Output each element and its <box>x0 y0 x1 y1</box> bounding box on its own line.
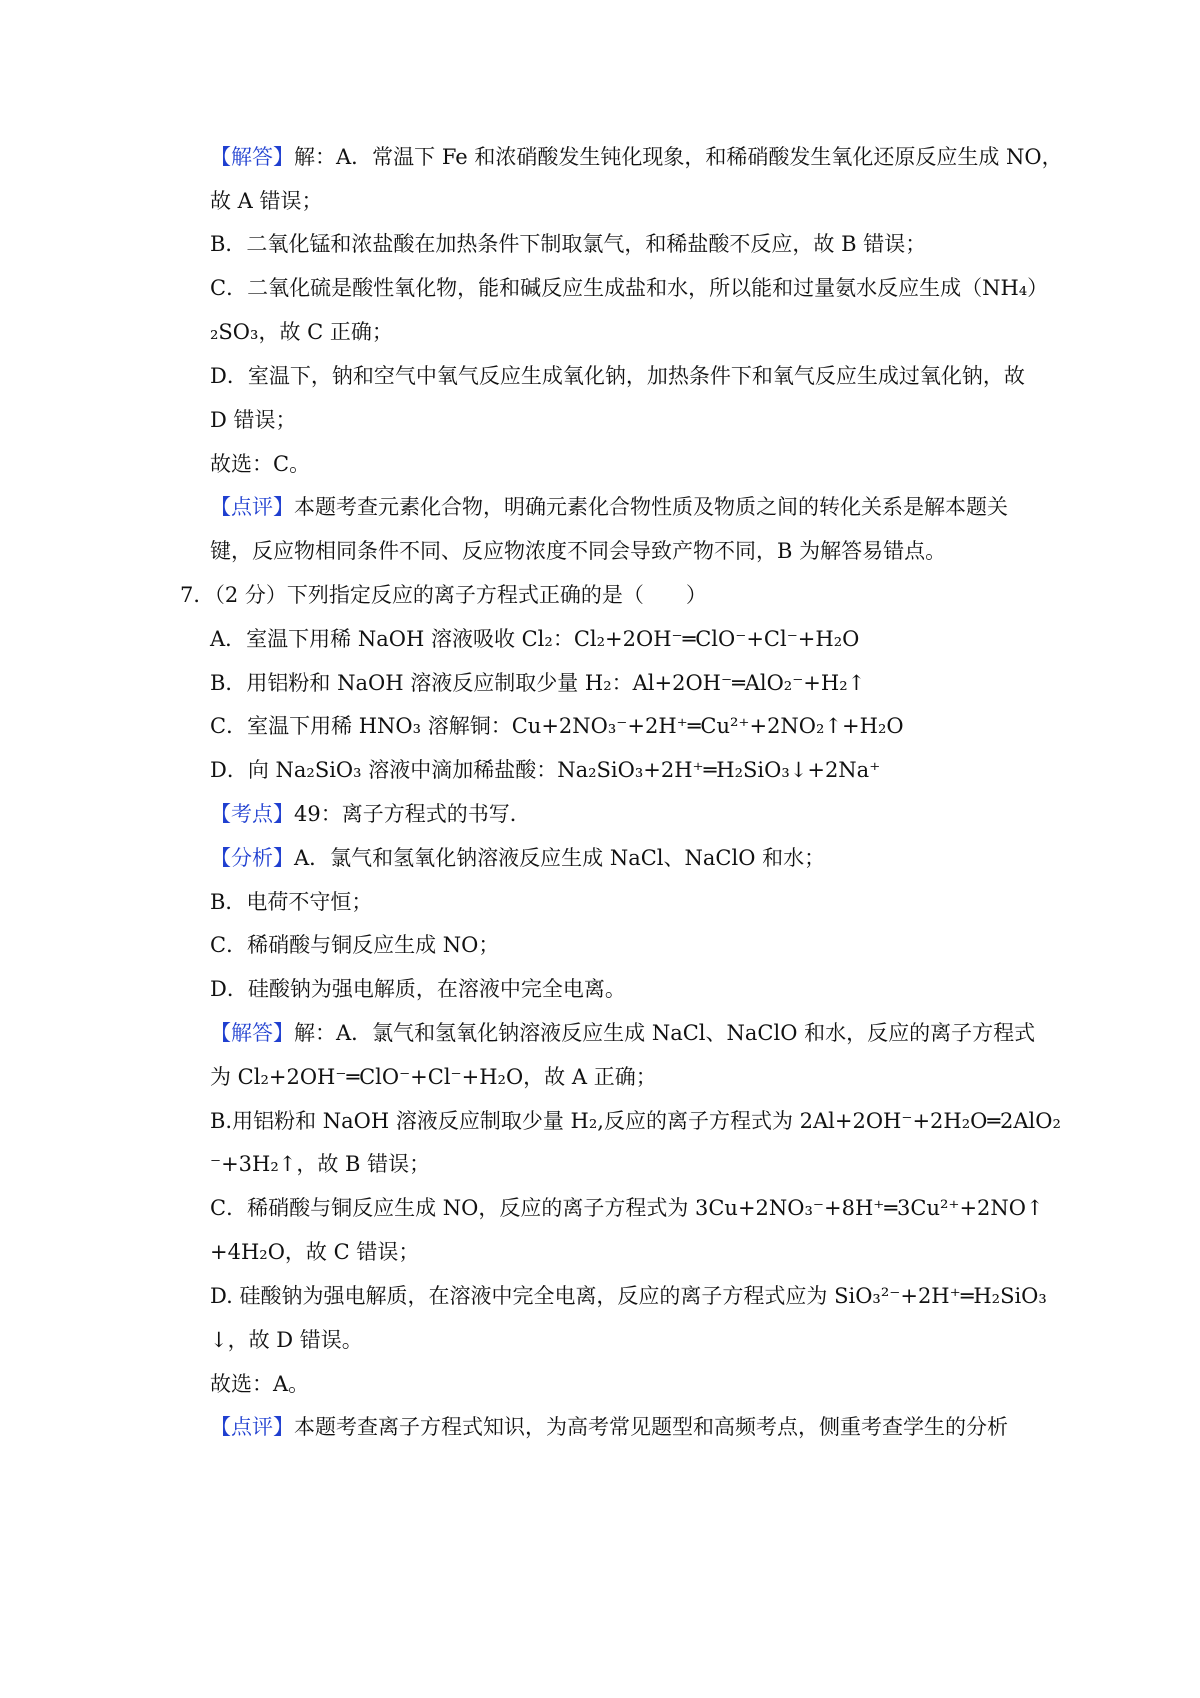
text-line <box>210 800 531 828</box>
text-line <box>210 537 946 565</box>
line-text: 故 A 错误； <box>210 189 323 213</box>
line-text: A．室温下用稀 NaOH 溶液吸收 Cl₂：Cl₂+2OH⁻═ClO⁻+Cl⁻+H₂O <box>210 627 860 651</box>
text-line <box>210 931 499 959</box>
text-line <box>210 1063 657 1091</box>
line-text: D．向 Na₂SiO₃ 溶液中滴加稀盐酸：Na₂SiO₃+2H⁺═H₂SiO₃↓+2Na⁺ <box>210 758 881 782</box>
line-text: 故选：C。 <box>210 452 311 476</box>
text-line <box>210 450 310 478</box>
text-line <box>210 187 323 215</box>
text-line <box>210 318 393 346</box>
line-text: C．稀硝酸与铜反应生成 NO； <box>210 933 500 957</box>
text-line <box>210 1282 1047 1310</box>
line-text: 49：离子方程式的书写． <box>294 802 531 826</box>
line-text: C．室温下用稀 HNO₃ 溶解铜：Cu+2NO₃⁻+2H⁺═Cu²⁺+2NO₂↑+H₂O <box>210 714 904 738</box>
line-text: 键，反应物相同条件不同、反应物浓度不同会导致产物不同，B 为解答易错点。 <box>210 539 947 563</box>
option-b <box>210 669 865 697</box>
line-text: C．稀硝酸与铜反应生成 NO，反应的离子方程式为 3Cu+2NO₃⁻+8H⁺═3Cu²⁺+2NO↑ <box>210 1196 1044 1220</box>
line-text: D. 硅酸钠为强电解质，在溶液中完全电离，反应的离子方程式应为 SiO₃²⁻+2H⁺═H₂SiO₃ <box>210 1284 1047 1308</box>
line-text: 故选：A。 <box>210 1372 310 1396</box>
text-line <box>210 362 1025 390</box>
question-title <box>180 581 707 609</box>
line-text: B．二氧化锰和浓盐酸在加热条件下制取氯气，和稀盐酸不反应，故 B 错误； <box>210 232 927 256</box>
text-line <box>210 1370 309 1398</box>
line-text: 本题考查离子方程式知识，为高考常见题型和高频考点，侧重考查学生的分析 <box>294 1415 1008 1439</box>
line-text: B.用铝粉和 NaOH 溶液反应制取少量 H₂,反应的离子方程式为 2Al+2OH⁻+2H₂O═2AlO₂ <box>210 1109 1061 1133</box>
line-text: 解：A．氯气和氢氧化钠溶液反应生成 NaCl、NaClO 和水，反应的离子方程式 <box>294 1021 1036 1045</box>
text-line <box>210 1238 419 1266</box>
line-text: C．二氧化硫是酸性氧化物，能和碱反应生成盐和水，所以能和过量氨水反应生成（NH₄） <box>210 276 1049 300</box>
section-tag: 【解答】 <box>210 145 294 169</box>
text-line <box>210 493 1008 521</box>
text-line <box>210 143 1063 171</box>
line-text: D 错误； <box>210 408 297 432</box>
section-tag: 【点评】 <box>210 1415 294 1439</box>
section-tag: 【考点】 <box>210 802 294 826</box>
line-text: +4H₂O，故 C 错误； <box>210 1240 420 1264</box>
line-text: D．室温下，钠和空气中氧气反应生成氧化钠，加热条件下和氧气反应生成过氧化钠，故 <box>210 364 1025 388</box>
text-line <box>210 1413 1008 1441</box>
line-text: D．硅酸钠为强电解质，在溶液中完全电离。 <box>210 977 626 1001</box>
line-text: ⁻+3H₂↑，故 B 错误； <box>210 1152 431 1176</box>
text-line <box>210 230 926 258</box>
text-line <box>210 274 1048 302</box>
text-line <box>210 1019 1035 1047</box>
text-line <box>210 888 372 916</box>
text-line <box>210 1107 1061 1135</box>
line-text: ₂SO₃，故 C 正确； <box>210 320 393 344</box>
option-d <box>210 756 880 784</box>
section-tag: 【分析】 <box>210 846 294 870</box>
line-text: B．电荷不守恒； <box>210 890 373 914</box>
line-text: 为 Cl₂+2OH⁻═ClO⁻+Cl⁻+H₂O，故 A 正确； <box>210 1065 657 1089</box>
line-text: ↓，故 D 错误。 <box>210 1328 363 1352</box>
option-c <box>210 712 904 740</box>
text-line <box>210 975 626 1003</box>
section-tag: 【解答】 <box>210 1021 294 1045</box>
text-line <box>210 1194 1044 1222</box>
line-text: A．氯气和氢氧化钠溶液反应生成 NaCl、NaClO 和水； <box>294 846 826 870</box>
line-text: 7．（2 分）下列指定反应的离子方程式正确的是（ ） <box>180 583 707 607</box>
text-line <box>210 406 297 434</box>
text-line <box>210 844 825 872</box>
line-text: 本题考查元素化合物，明确元素化合物性质及物质之间的转化关系是解本题关 <box>294 495 1008 519</box>
text-line <box>210 1326 363 1354</box>
line-text: B．用铝粉和 NaOH 溶液反应制取少量 H₂：Al+2OH⁻═AlO₂⁻+H₂↑ <box>210 671 866 695</box>
line-text: 解：A．常温下 Fe 和浓硝酸发生钝化现象，和稀硝酸发生氧化还原反应生成 NO， <box>294 145 1063 169</box>
section-tag: 【点评】 <box>210 495 294 519</box>
text-line <box>210 1150 430 1178</box>
option-a <box>210 625 859 653</box>
